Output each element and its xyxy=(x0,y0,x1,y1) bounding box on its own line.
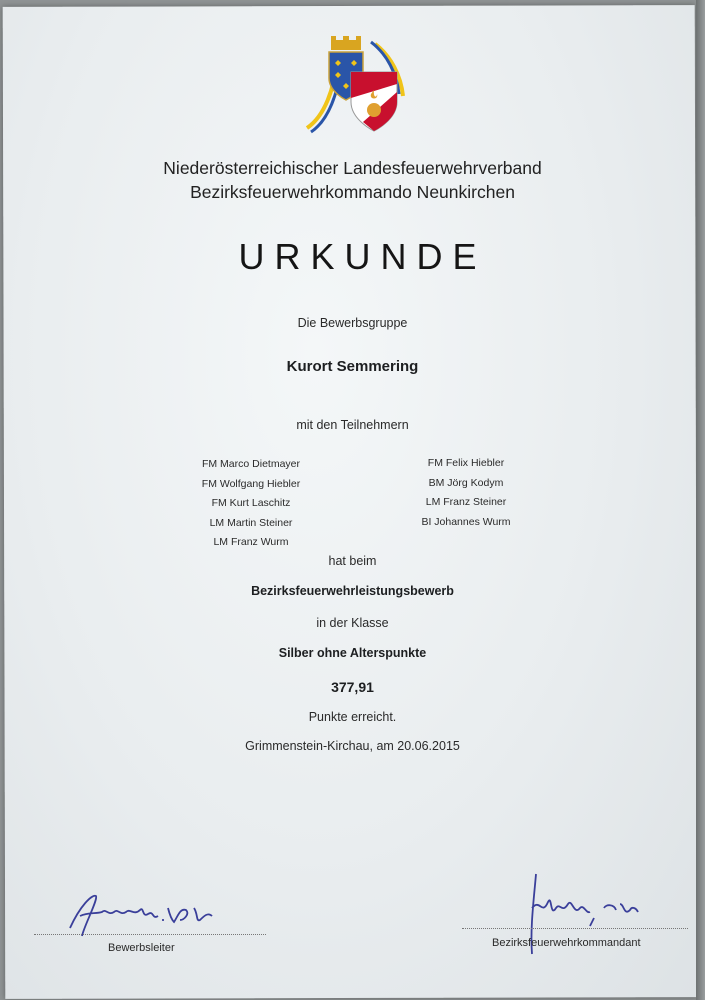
intro-text: Die Bewerbsgruppe xyxy=(297,316,408,330)
certificate-title: URKUNDE xyxy=(238,236,487,277)
participant: FM Marco Dietmayer xyxy=(201,458,300,470)
right-signature-label: Bezirksfeuerwehrkommandant xyxy=(492,937,641,949)
left-signature-line xyxy=(34,934,266,935)
participant: LM Franz Wurm xyxy=(213,536,289,549)
participant: LM Martin Steiner xyxy=(209,516,293,529)
fire-brigade-emblem xyxy=(305,36,405,136)
left-signature-label: Bewerbsleiter xyxy=(108,942,175,954)
participants-left-list xyxy=(196,455,306,553)
right-signature-line xyxy=(462,928,688,929)
organization-line-1: Niederösterreichischer Landesfeuerwehrverband xyxy=(163,158,542,178)
participant: FM Wolfgang Hiebler xyxy=(201,477,301,490)
class-intro: in der Klasse xyxy=(316,616,389,630)
class-name: Silber ohne Alterspunkte xyxy=(278,646,427,660)
score-value: 377,91 xyxy=(331,679,374,695)
participant: BI Johannes Wurm xyxy=(421,515,511,528)
place-date: Grimmenstein-Kirchau, am 20.06.2015 xyxy=(245,739,460,753)
participants-intro: mit den Teilnehmern xyxy=(296,418,409,432)
participant: BM Jörg Kodym xyxy=(428,476,504,489)
participant: FM Felix Hiebler xyxy=(427,457,505,469)
score-suffix: Punkte erreicht. xyxy=(308,710,397,724)
background-edge xyxy=(696,0,705,1000)
organization-line-2: Bezirksfeuerwehrkommando Neunkirchen xyxy=(190,182,515,202)
participant: FM Kurt Laschitz xyxy=(211,497,291,510)
certificate-sheet xyxy=(3,5,698,999)
at-text: hat beim xyxy=(328,554,377,568)
participants-right-list xyxy=(408,454,524,532)
competition-name: Bezirksfeuerwehrleistungsbewerb xyxy=(251,584,454,598)
group-name: Kurort Semmering xyxy=(286,358,419,375)
participant: LM Franz Steiner xyxy=(425,496,507,509)
